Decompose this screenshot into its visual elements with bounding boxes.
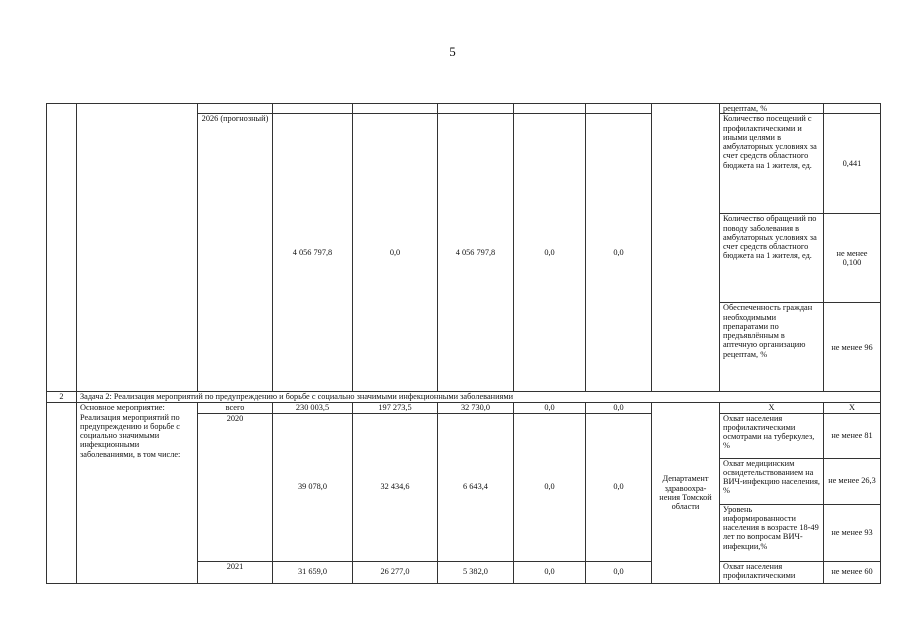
value-cell: не менее 26,3 [824, 458, 881, 504]
activity-cell: Основное мероприятие: Реализация мероприятий по предупреждению и борьбе с социально значимыми инфекционными заболеваниями, в том числе: [77, 403, 198, 583]
amount-cell: 0,0 [586, 403, 652, 413]
value-cell: не менее 81 [824, 413, 881, 458]
indicator-cell: Количество обращений по поводу заболевания в амбулаторных условиях за счет средств областного бюджета на 1 жителя, ед. [720, 214, 824, 303]
value-cell: не менее 96 [824, 303, 881, 392]
executor-cell [652, 104, 720, 392]
amount-cell: 4 056 797,8 [273, 114, 353, 392]
indicator-cell: Обеспеченность граждан необходимыми препаратами по предъявлённым в аптечную организацию рецептам, % [720, 303, 824, 392]
table-row [47, 403, 881, 413]
value-cell [824, 104, 881, 114]
indicator-cell: Х [720, 403, 824, 413]
amount-cell: 0,0 [514, 561, 586, 583]
value-cell: Х [824, 403, 881, 413]
amount-cell: 0,0 [514, 403, 586, 413]
row-number-cell [47, 104, 77, 392]
activity-cell [77, 104, 198, 392]
task-number: 2 [47, 392, 77, 403]
amount-cell: 0,0 [586, 561, 652, 583]
amount-cell: 0,0 [586, 413, 652, 561]
amount-cell: 5 382,0 [438, 561, 514, 583]
value-cell: 0,441 [824, 114, 881, 214]
program-table [46, 103, 881, 584]
amount-cell: 32 730,0 [438, 403, 514, 413]
executor-cell: Департамент здравоохра-нения Томской области [652, 403, 720, 583]
amount-cell: 0,0 [514, 413, 586, 561]
indicator-cell: рецептам, % [720, 104, 824, 114]
amount-cell: 197 273,5 [353, 403, 438, 413]
amount-cell: 32 434,6 [353, 413, 438, 561]
page-number: 5 [449, 44, 456, 59]
indicator-cell: Охват медицинским освидетельствованием на ВИЧ-инфекцию населения, % [720, 458, 824, 504]
amount-cell: 31 659,0 [273, 561, 353, 583]
indicator-cell: Охват населения профилактическими [720, 561, 824, 583]
table-row [47, 104, 881, 114]
indicator-cell: Охват населения профилактическими осмотрами на туберкулез, % [720, 413, 824, 458]
indicator-cell: Количество посещений с профилактическими и иными целями в амбулаторных условиях за счет средств областного бюджета на 1 жителя, ед. [720, 114, 824, 214]
year-cell: 2020 [198, 413, 273, 561]
amount-cell: 230 003,5 [273, 403, 353, 413]
amount-cell: 0,0 [586, 114, 652, 392]
amount-cell: 0,0 [514, 114, 586, 392]
task-row [47, 392, 881, 403]
row-number-cell [47, 403, 77, 583]
year-cell: 2021 [198, 561, 273, 583]
task-title: Задача 2: Реализация мероприятий по предупреждению и борьбе с социально значимыми инфекционными заболеваниями [77, 392, 881, 403]
value-cell: не менее 0,100 [824, 214, 881, 303]
amount-cell: 39 078,0 [273, 413, 353, 561]
year-cell: 2026 (прогнозный) [198, 114, 273, 392]
value-cell: не менее 60 [824, 561, 881, 583]
amount-cell: 26 277,0 [353, 561, 438, 583]
year-cell: всего [198, 403, 273, 413]
amount-cell: 0,0 [353, 114, 438, 392]
value-cell: не менее 93 [824, 504, 881, 561]
amount-cell: 4 056 797,8 [438, 114, 514, 392]
indicator-cell: Уровень информированности населения в возрасте 18-49 лет по вопросам ВИЧ-инфекции,% [720, 504, 824, 561]
amount-cell: 6 643,4 [438, 413, 514, 561]
